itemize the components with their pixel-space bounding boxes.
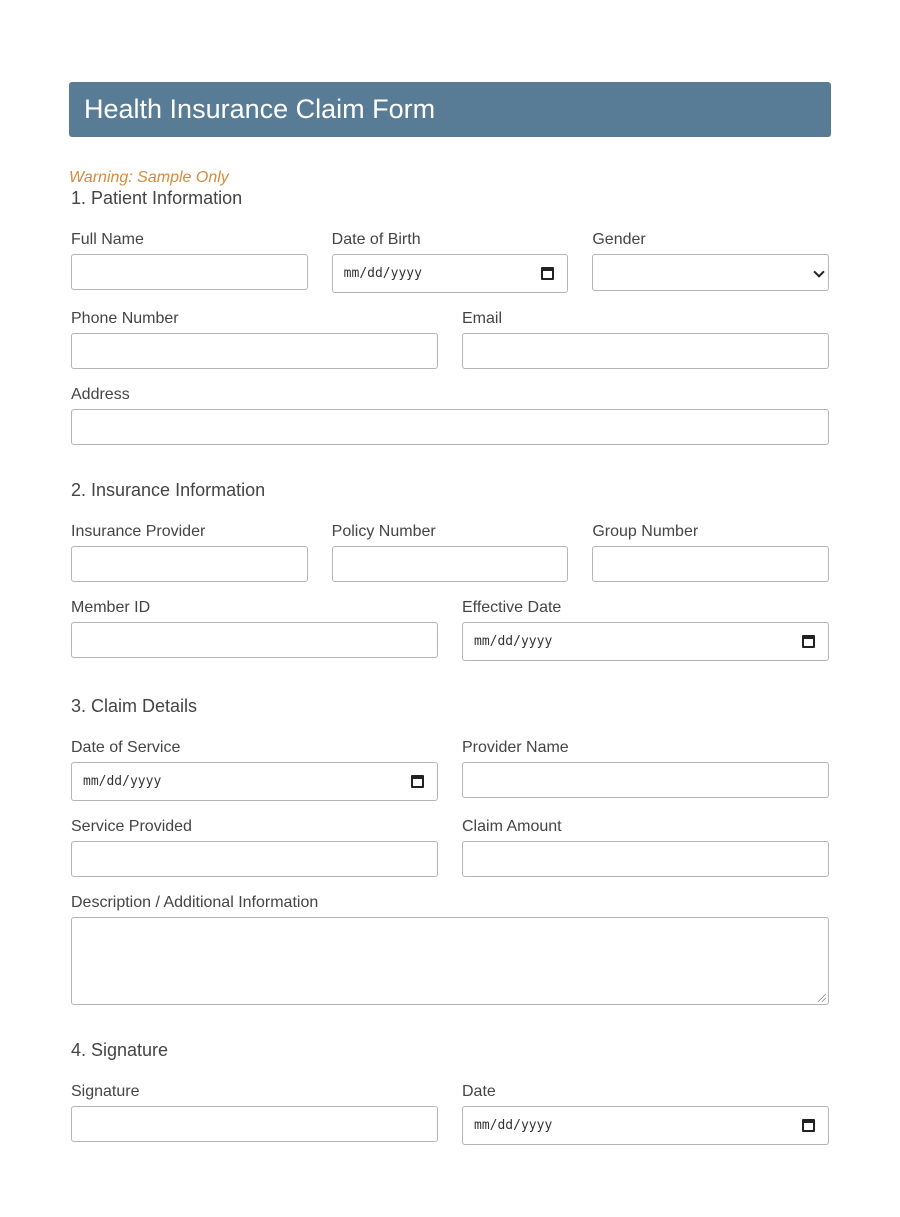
patient-row-3 xyxy=(71,386,829,445)
service-date-placeholder: mm/dd/yyyy xyxy=(83,774,162,789)
group-number-input[interactable] xyxy=(592,546,829,582)
section-title-patient: 1. Patient Information xyxy=(71,188,243,208)
address-label: Address xyxy=(71,386,130,403)
address-input[interactable] xyxy=(71,409,829,445)
insurance-provider-input[interactable] xyxy=(71,546,308,582)
chevron-down-icon xyxy=(813,266,824,277)
signature-date-field xyxy=(462,1083,829,1145)
full-name-field xyxy=(71,231,308,293)
calendar-icon[interactable] xyxy=(802,635,815,648)
service-date-label: Date of Service xyxy=(71,739,181,756)
section-title-insurance: 2. Insurance Information xyxy=(71,480,266,500)
email-field xyxy=(462,310,829,369)
signature-date-placeholder: mm/dd/yyyy xyxy=(474,1118,553,1133)
patient-row-1 xyxy=(71,231,829,293)
member-id-label: Member ID xyxy=(71,599,151,616)
policy-number-input[interactable] xyxy=(332,546,569,582)
claim-row-3 xyxy=(71,894,829,1005)
group-number-label: Group Number xyxy=(592,523,699,540)
claim-row-1 xyxy=(71,739,829,801)
sample-warning: Warning: Sample Only xyxy=(69,169,229,186)
dob-placeholder: mm/dd/yyyy xyxy=(343,266,422,281)
phone-label: Phone Number xyxy=(71,310,179,327)
email-input[interactable] xyxy=(462,333,829,369)
form-title: Health Insurance Claim Form xyxy=(84,94,436,124)
claim-row-2 xyxy=(71,818,829,877)
address-field xyxy=(71,386,829,445)
signature-label: Signature xyxy=(71,1083,140,1100)
form-header xyxy=(69,82,831,137)
insurance-row-1 xyxy=(71,523,829,582)
claim-amount-label: Claim Amount xyxy=(462,818,562,835)
service-date-field xyxy=(71,739,438,801)
gender-select[interactable] xyxy=(592,254,829,291)
service-provided-input[interactable] xyxy=(71,841,438,877)
dob-field xyxy=(332,231,569,293)
policy-number-label: Policy Number xyxy=(331,523,436,540)
service-provided-label: Service Provided xyxy=(71,818,192,835)
signature-row xyxy=(71,1083,829,1145)
member-id-input[interactable] xyxy=(71,622,438,658)
patient-row-2 xyxy=(71,310,829,369)
signature-input[interactable] xyxy=(71,1106,438,1142)
description-textarea[interactable] xyxy=(71,917,829,1005)
provider-name-field xyxy=(462,739,829,801)
gender-label: Gender xyxy=(592,231,646,248)
effective-date-input[interactable] xyxy=(462,622,829,661)
service-provided-field xyxy=(71,818,438,877)
email-label: Email xyxy=(462,310,503,327)
description-field xyxy=(71,894,829,1005)
signature-date-input[interactable] xyxy=(462,1106,829,1145)
calendar-icon[interactable] xyxy=(541,267,554,280)
description-label: Description / Additional Information xyxy=(71,894,319,911)
member-id-field xyxy=(71,599,438,661)
group-number-field xyxy=(592,523,829,582)
calendar-icon[interactable] xyxy=(802,1119,815,1132)
dob-input[interactable] xyxy=(332,254,569,293)
effective-date-field xyxy=(462,599,829,661)
policy-number-field xyxy=(332,523,569,582)
dob-label: Date of Birth xyxy=(331,231,421,248)
provider-name-input[interactable] xyxy=(462,762,829,798)
effective-date-label: Effective Date xyxy=(462,599,562,616)
provider-name-label: Provider Name xyxy=(462,739,569,756)
signature-date-label: Date xyxy=(462,1083,496,1100)
claim-amount-field xyxy=(462,818,829,877)
service-date-input[interactable] xyxy=(71,762,438,801)
insurance-provider-label: Insurance Provider xyxy=(71,523,206,540)
section-title-signature: 4. Signature xyxy=(71,1040,169,1060)
insurance-row-2 xyxy=(71,599,829,661)
effective-date-placeholder: mm/dd/yyyy xyxy=(474,634,553,649)
claim-amount-input[interactable] xyxy=(462,841,829,877)
signature-field xyxy=(71,1083,438,1145)
full-name-label: Full Name xyxy=(71,231,144,248)
section-title-claim: 3. Claim Details xyxy=(71,696,198,716)
claim-form xyxy=(69,82,831,1145)
phone-field xyxy=(71,310,438,369)
calendar-icon[interactable] xyxy=(411,775,424,788)
full-name-input[interactable] xyxy=(71,254,308,290)
gender-field xyxy=(592,231,829,293)
resize-handle-icon[interactable] xyxy=(818,994,826,1002)
phone-input[interactable] xyxy=(71,333,438,369)
insurance-provider-field xyxy=(71,523,308,582)
